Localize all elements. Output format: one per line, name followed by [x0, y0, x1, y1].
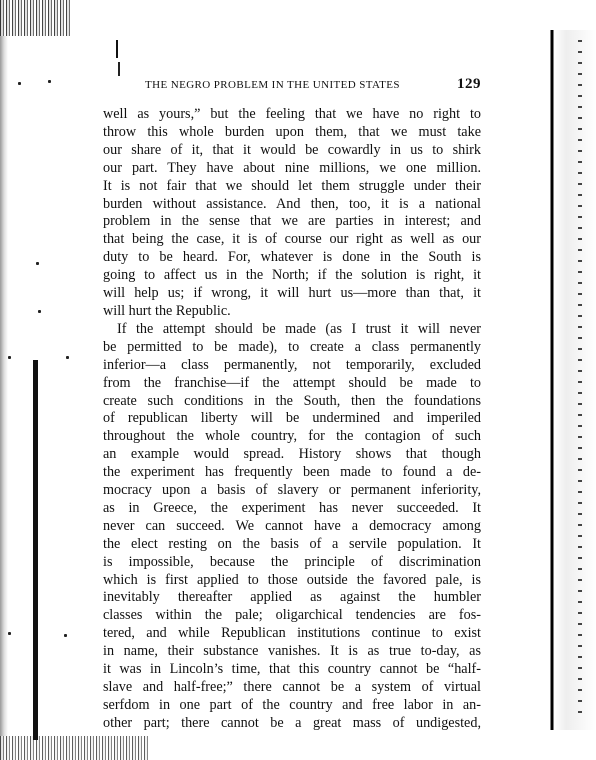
- text-line: our part. They have about nine millions, we one million.: [103, 159, 481, 176]
- text-line: going to affect us in the North; if the solution is right, it: [103, 267, 481, 284]
- scan-speck: [18, 82, 21, 85]
- scan-speck: [8, 632, 11, 635]
- text-line: classes within the pale; oligarchical tendencies are fos-: [103, 607, 481, 624]
- scan-artifact-top: [0, 0, 70, 36]
- text-line: throughout the whole country, for the contagion of such: [103, 428, 481, 445]
- scan-mark: [116, 40, 118, 58]
- text-line: as in Greece, the experiment has never succeeded. It: [103, 499, 481, 516]
- text-line: If the attempt should be made (as I trust it will never: [117, 320, 481, 337]
- text-line: It is not fair that we should let them struggle under their: [103, 177, 481, 194]
- scan-speck: [48, 80, 51, 83]
- text-line: never can succeed. We cannot have a democracy among: [103, 517, 481, 534]
- scan-speck: [38, 310, 41, 313]
- text-line: duty to be heard. For, whatever is done in the South is: [103, 249, 481, 266]
- text-line: be permitted to be made), to create a class permanently: [103, 338, 481, 355]
- text-line: burden without assistance. And then, too, it is a national: [103, 195, 481, 212]
- scan-binding-edge: [33, 360, 38, 740]
- text-line: from the franchise—if the attempt should be made to: [103, 374, 481, 391]
- text-line: other part; there cannot be a great mass of undigested,: [103, 714, 481, 731]
- running-title: THE NEGRO PROBLEM IN THE UNITED STATES: [145, 79, 400, 91]
- text-line: which is first applied to those outside the favored pale, is: [103, 571, 481, 588]
- text-line: that being the case, it is of course our right as well as our: [103, 231, 481, 248]
- text-line: our share of it, that it would be cowardly in us to shirk: [103, 141, 481, 158]
- text-line: an example would spread. History shows that though: [103, 446, 481, 463]
- scan-speck: [8, 356, 11, 359]
- text-line: will help us; if wrong, it will hurt us—more than that, it: [103, 285, 481, 302]
- scan-speck: [64, 634, 67, 637]
- text-line: mocracy upon a basis of slavery or permanent inferiority,: [103, 482, 481, 499]
- paragraph-2: [103, 321, 481, 733]
- text-line: tered, and while Republican institutions continue to exist: [103, 625, 481, 642]
- page-right-edge: [546, 30, 596, 730]
- book-page: [103, 76, 481, 733]
- text-line: in name, their substance vanishes. It is as true to-day, as: [103, 643, 481, 660]
- page-number: 129: [457, 76, 481, 92]
- running-header: [103, 76, 481, 98]
- text-line: slave and half-free;” there cannot be a system of virtual: [103, 679, 481, 695]
- text-line: it was in Lincoln’s time, that this country cannot be “half-: [103, 661, 481, 678]
- text-line: inferior—a class permanently, not temporarily, excluded: [103, 356, 481, 373]
- scan-artifact-bottom: [0, 736, 150, 760]
- text-line: is impossible, because the principle of discrimination: [103, 553, 481, 570]
- text-line: inevitably thereafter applied as against the humbler: [103, 589, 481, 606]
- scan-artifact-right: [578, 40, 582, 720]
- text-line: well as yours,” but the feeling that we have no right to: [103, 106, 481, 122]
- scan-speck: [36, 262, 39, 265]
- text-line: the experiment has frequently been made to found a de-: [103, 464, 481, 481]
- text-line: create such conditions in the South, then the foundations: [103, 392, 481, 409]
- text-line: serfdom in one part of the country and free labor in an-: [103, 696, 481, 713]
- text-line: the elect resting on the basis of a servile population. It: [103, 535, 481, 552]
- text-line: will hurt the Republic.: [103, 302, 231, 319]
- text-line: of republican liberty will be undermined and imperiled: [103, 410, 481, 427]
- text-line: problem in the sense that we are parties in interest; and: [103, 213, 481, 230]
- body-text: [103, 106, 481, 733]
- text-line: throw this whole burden upon them, that we must take: [103, 123, 481, 140]
- scan-speck: [66, 356, 69, 359]
- paragraph-1: [103, 106, 481, 321]
- scan-gutter-shadow: [0, 0, 8, 760]
- scan-mark: [118, 62, 120, 76]
